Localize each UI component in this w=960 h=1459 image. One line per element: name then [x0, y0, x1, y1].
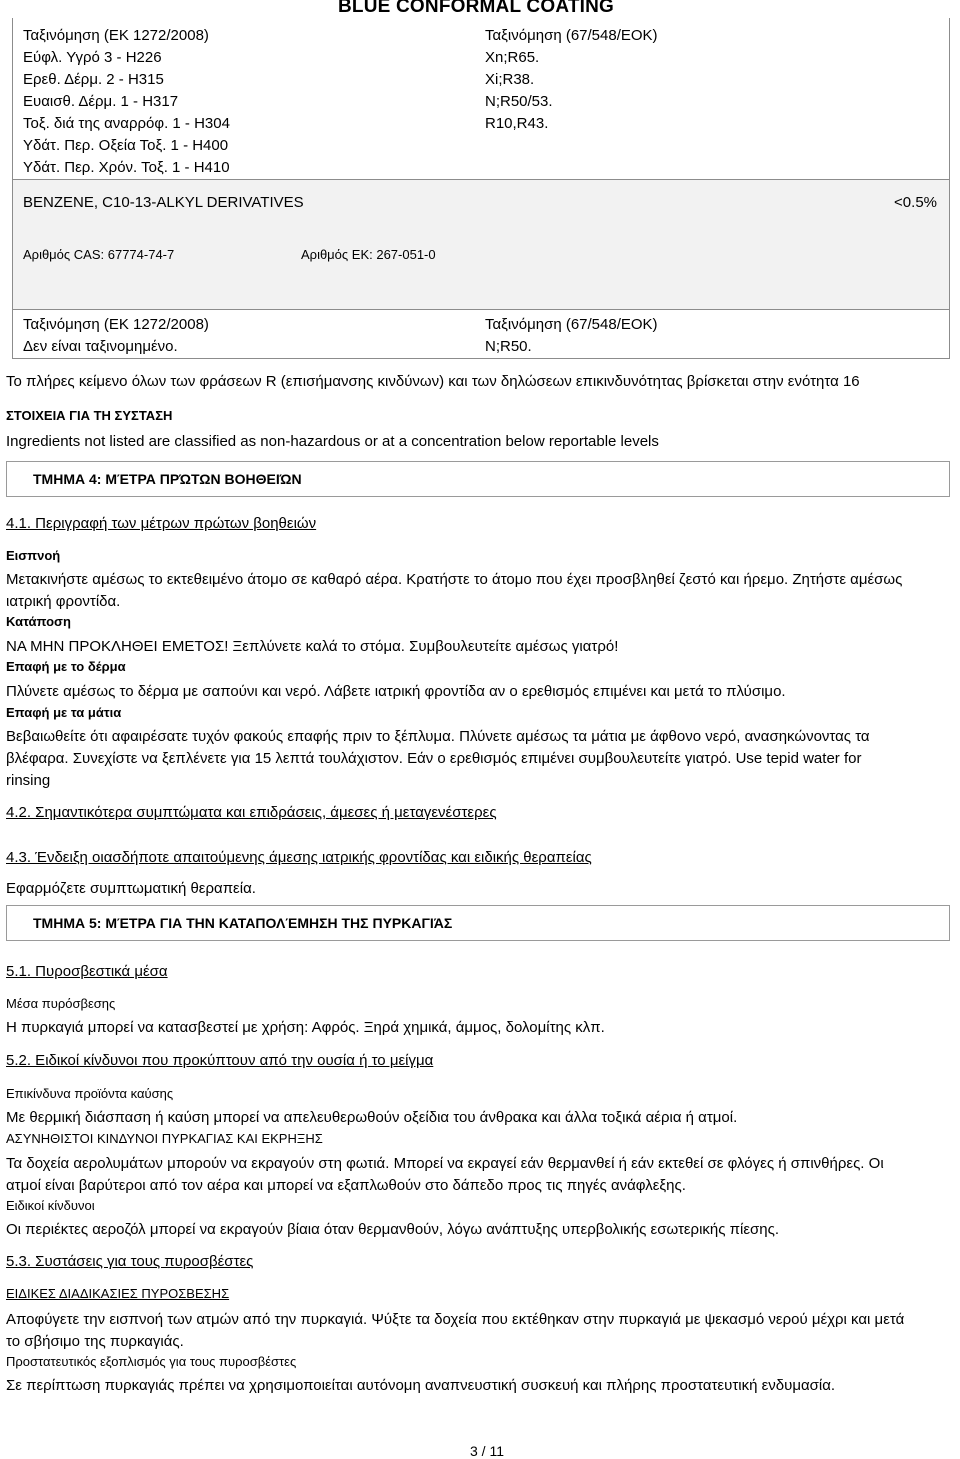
- subsection-5-2-title: 5.2. Ειδικοί κίνδυνοι που προκύπτουν από την ουσία ή το μείγμα: [6, 1052, 434, 1069]
- document-title: BLUE CONFORMAL COATING: [338, 0, 615, 17]
- unusual-hazards-label: ΑΣΥΝΗΘΙΣΤΟΙ ΚΙΝΔΥΝΟΙ ΠΥΡΚΑΓΙΑΣ ΚΑΙ ΕΚΡΗΞΗΣ: [6, 1131, 323, 1146]
- eye-contact-label: Επαφή με τα μάτια: [6, 705, 122, 720]
- clp-line: Εύφλ. Υγρό 3 - H226: [23, 49, 162, 66]
- substance-dsd-value: N;R50.: [485, 338, 532, 355]
- cas-number: Αριθμός CAS: 67774-74-7: [23, 247, 175, 262]
- skin-contact-label: Επαφή με το δέρμα: [6, 659, 126, 674]
- combustion-products-text: Με θερμική διάσπαση ή καύση μπορεί να απελευθερωθούν οξείδια του άνθρακα και άλλα τοξικά αέρια ή ατμοί.: [6, 1109, 738, 1126]
- dsd-line: N;R50/53.: [485, 93, 553, 110]
- firefighting-procedures-text: Αποφύγετε την εισπνοή των ατμών από την πυρκαγιά. Ψύξτε τα δοχεία που εκτέθηκαν στην πυρκαγιά με ψεκασμό νερού μέχρι και μετά το σβήσιμο της πυρκαγιάς.: [6, 1311, 905, 1350]
- top-classification-block: [12, 18, 950, 180]
- dsd-line: Xi;R38.: [485, 71, 535, 88]
- section-4-header: [6, 461, 950, 497]
- clp-line: Ερεθ. Δέρμ. 2 - H315: [23, 71, 164, 88]
- section-5-header: [6, 905, 950, 941]
- subsection-4-3-text: Εφαρμόζετε συμπτωματική θεραπεία.: [6, 880, 256, 897]
- subsection-4-3-title: 4.3. Ένδειξη οιασδήποτε απαιτούμενης άμεσης ιατρικής φροντίδας και ειδικής θεραπείας: [6, 849, 592, 866]
- substance-clp-title: Ταξινόμηση (ΕΚ 1272/2008): [23, 316, 209, 333]
- subsection-4-2-title: 4.2. Σημαντικότερα συμπτώματα και επιδράσεις, άμεσες ή μεταγενέστερες: [6, 804, 497, 821]
- unusual-hazards-text: Τα δοχεία αερολυμάτων μπορούν να εκραγούν στη φωτιά. Μπορεί να εκραγεί εάν θερμανθεί ή εάν εκτεθεί σε φλόγες ή σπινθήρες. Οι ατμοί είναι βαρύτεροι από τον αέρα και μπορεί να εξαπλωθούν στο δάπεδο προς τις πηγές ανάφλεξης.: [6, 1155, 884, 1194]
- subsection-5-3-title: 5.3. Συστάσεις για τους πυροσβέστες: [6, 1253, 254, 1270]
- dsd-line: Ταξινόμηση (67/548/ΕΟΚ): [485, 27, 658, 44]
- clp-line: Ταξινόμηση (ΕΚ 1272/2008): [23, 27, 209, 44]
- composition-text: Ingredients not listed are classified as non-hazardous or at a concentration below reportable levels: [6, 433, 659, 450]
- extinguishing-media-text: Η πυρκαγιά μπορεί να κατασβεστεί με χρήση: Αφρός. Ξηρά χημικά, άμμος, δολομίτης κλπ.: [6, 1019, 605, 1036]
- firefighting-procedures-label: ΕΙΔΙΚΕΣ ΔΙΑΔΙΚΑΣΙΕΣ ΠΥΡΟΣΒΕΣΗΣ: [6, 1286, 230, 1301]
- protective-equipment-text: Σε περίπτωση πυρκαγιάς πρέπει να χρησιμοποιείται αυτόνομη αναπνευστική συσκευή και πλήρης προστατευτική ενδυμασία.: [6, 1377, 836, 1394]
- substance-classification-block: [12, 309, 950, 359]
- inhalation-text: Μετακινήστε αμέσως το εκτεθειμένο άτομο σε καθαρό αέρα. Κρατήστε το άτομο που έχει προσβληθεί ζεστό και ήρεμο. Ζητήστε αμέσως ιατρική φροντίδα.: [6, 571, 903, 610]
- section-4-title: ΤΜΗΜΑ 4: ΜΈΤΡΑ ΠΡΏΤΩΝ ΒΟΗΘΕΙΏΝ: [33, 471, 302, 487]
- r-phrases-note: Το πλήρες κείμενο όλων των φράσεων R (επισήμανσης κινδύνων) και των δηλώσεων επικινδυνότητας βρίσκεται στην ενότητα 16: [6, 373, 860, 390]
- ingestion-label: Κατάποση: [6, 614, 71, 629]
- page-number: 3 / 11: [470, 1443, 504, 1459]
- classification-dsd-list: [485, 25, 885, 135]
- substance-dsd-title: Ταξινόμηση (67/548/ΕΟΚ): [485, 316, 658, 333]
- combustion-products-label: Επικίνδυνα προϊόντα καύσης: [6, 1086, 174, 1101]
- eye-contact-text: Βεβαιωθείτε ότι αφαιρέσατε τυχόν φακούς επαφής πριν το ξέπλυμα. Πλύνετε αμέσως τα μάτια με άφθονο νερό, ανασηκώνοντας τα βλέφαρα. Συνεχίστε να ξεπλένετε για 15 λεπτά τουλάχιστον. Εάν ο ερεθισμός επιμένει συμβουλευτείτε γιατρό. Use tepid water for rinsing: [6, 728, 870, 789]
- substance-concentration: <0.5%: [894, 194, 937, 211]
- classification-clp-list: [23, 25, 423, 179]
- inhalation-label: Εισπνοή: [6, 548, 61, 563]
- clp-line: Υδάτ. Περ. Χρόν. Τοξ. 1 - H410: [23, 159, 230, 176]
- extinguishing-media-label: Μέσα πυρόσβεσης: [6, 996, 116, 1011]
- ec-number: Αριθμός ΕΚ: 267-051-0: [301, 247, 436, 262]
- clp-line: Τοξ. διά της αναρρόφ. 1 - H304: [23, 115, 230, 132]
- protective-equipment-label: Προστατευτικός εξοπλισμός για τους πυροσβέστες: [6, 1354, 297, 1369]
- dsd-line: R10,R43.: [485, 115, 549, 132]
- section-5-title: ΤΜΗΜΑ 5: ΜΈΤΡΑ ΓΙΑ ΤΗΝ ΚΑΤΑΠΟΛΈΜΗΣΗ ΤΗΣ ΠΥΡΚΑΓΙΆΣ: [33, 915, 453, 931]
- substance-name: BENZENE, C10-13-ALKYL DERIVATIVES: [23, 194, 304, 211]
- subsection-5-1-title: 5.1. Πυροσβεστικά μέσα: [6, 963, 168, 980]
- ingestion-text: ΝΑ ΜΗΝ ΠΡΟΚΛΗΘΕΙ ΕΜΕΤΟΣ! Ξεπλύνετε καλά το στόμα. Συμβουλευτείτε αμέσως γιατρό!: [6, 638, 619, 655]
- substance-clp-value: Δεν είναι ταξινομημένο.: [23, 338, 178, 355]
- composition-title: ΣΤΟΙΧΕΙΑ ΓΙΑ ΤΗ ΣΥΣΤΑΣΗ: [6, 408, 173, 423]
- subsection-4-1-title: 4.1. Περιγραφή των μέτρων πρώτων βοηθειών: [6, 515, 317, 532]
- clp-line: Ευαισθ. Δέρμ. 1 - H317: [23, 93, 179, 110]
- clp-line: Υδάτ. Περ. Οξεία Τοξ. 1 - H400: [23, 137, 229, 154]
- skin-contact-text: Πλύνετε αμέσως το δέρμα με σαπούνι και νερό. Λάβετε ιατρική φροντίδα αν ο ερεθισμός επιμένει και μετά το πλύσιμο.: [6, 683, 786, 700]
- substance-header-block: [12, 180, 950, 310]
- dsd-line: Xn;R65.: [485, 49, 540, 66]
- specific-hazards-text: Οι περιέκτες αεροζόλ μπορεί να εκραγούν βίαια όταν θερμανθούν, λόγω ανάπτυξης υπερβολικής εσωτερικής πίεσης.: [6, 1221, 780, 1238]
- specific-hazards-label: Ειδικοί κίνδυνοι: [6, 1198, 95, 1213]
